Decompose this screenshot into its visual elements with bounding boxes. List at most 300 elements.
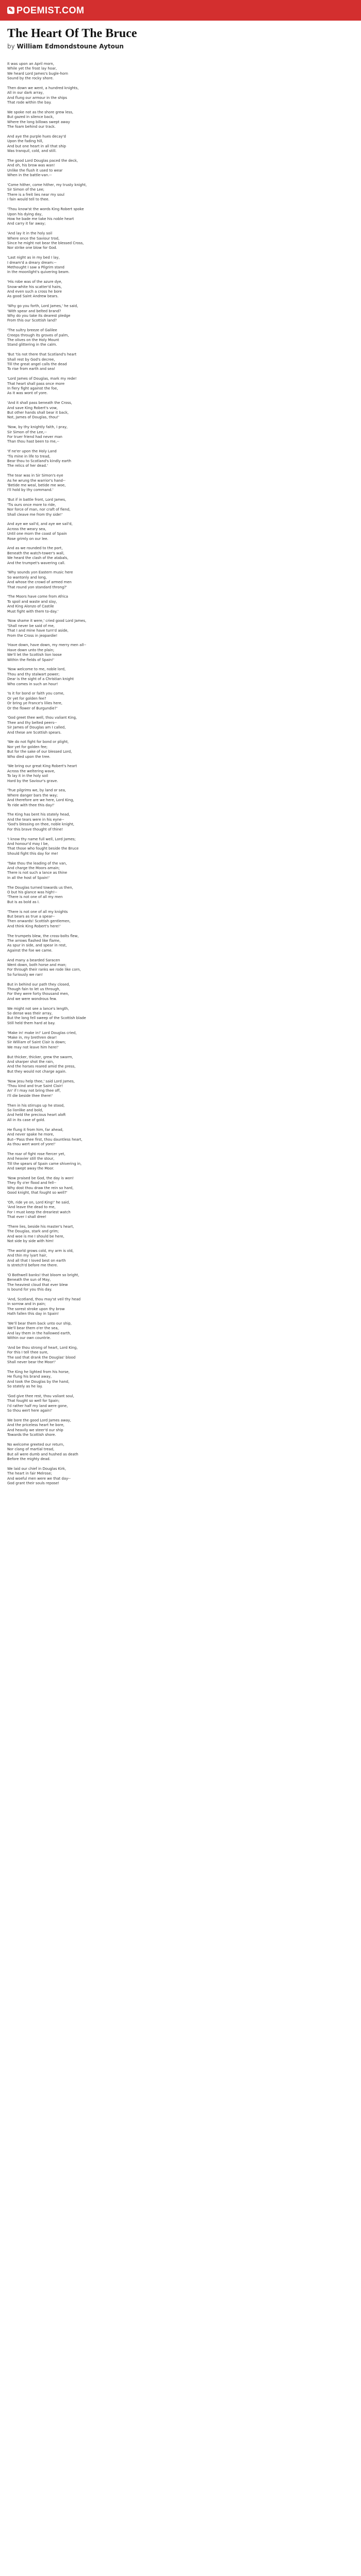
poem-line: All in our dark array, (7, 91, 44, 95)
poem-stanza (7, 1273, 354, 1293)
poem-line: Until one morn the coast of Spain (7, 532, 67, 536)
poem-line: 'There is not one of all my knights (7, 909, 68, 914)
poem-stanza (7, 1418, 354, 1438)
poem-line: 'Now, by thy knightly faith, I pray, (7, 425, 68, 430)
poem-stanza (7, 716, 354, 735)
poem-line: Sir James of Douglas am I called, (7, 725, 66, 730)
poem-line: The King he lighted from his horse, (7, 1369, 70, 1374)
poem-line: To spoil and waste and slay, (7, 599, 57, 604)
poem-stanza (7, 231, 354, 251)
poem-line: Dear is the sight of a Christian knight (7, 677, 74, 682)
poem-line: Beneath the watch-tower's wall, (7, 551, 64, 555)
poem-line: The arrows flashed like flame, (7, 938, 61, 943)
poem-line: In the moonlight's quivering beam. (7, 270, 70, 275)
poem-line: That fought so well for Spain; (7, 1399, 60, 1403)
poem-line: How he bade me take his noble heart (7, 216, 74, 221)
poem-stanza (7, 740, 354, 759)
poem-line: Good knight, that fought so well?' (7, 1190, 68, 1195)
poem-line: 'Lord James of Douglas, mark my rede! (7, 377, 77, 381)
poem-line: All in its case of gold. (7, 1117, 45, 1122)
poem-line: But other hands shall bear it back, (7, 411, 69, 415)
poem-line: Shall cleave me from thy side!' (7, 512, 63, 517)
poem-line: And even such a cross he bore (7, 289, 62, 294)
poem-line: As he wrung the warrior's hand-- (7, 478, 65, 483)
poem-line: That rode within the bay. (7, 100, 52, 105)
poem-line: The olives on the Holy Mount (7, 337, 59, 342)
poem-line: 'Why go you forth, Lord James,' he said, (7, 304, 78, 309)
poem-line: And these are Scottish spears. (7, 730, 62, 735)
poem-stanza (7, 1225, 354, 1244)
poem-stanza (7, 595, 354, 614)
poem-line: 'Now praised be God, the day is won! (7, 1176, 74, 1180)
poem-line: And flung our armour in the ships (7, 95, 67, 100)
poem-line: In sorrow and in pain; (7, 1302, 46, 1307)
poem-line: That I and mine have turn'd aside, (7, 629, 69, 633)
poem-stanza (7, 837, 354, 857)
poem-stanza (7, 256, 354, 275)
poem-line: And thin my lyart hair, (7, 1253, 47, 1258)
poem-line: 'The world grows cold, my arm is old, (7, 1248, 74, 1253)
poem-line: And oh, his brow was wan! (7, 163, 55, 168)
poem-line: 'O Bothwell banks! that bloom so bright, (7, 1273, 79, 1277)
poem-line: 'Why sounds yon Eastern music here (7, 570, 73, 575)
poem-line: And swept away the Moor. (7, 1166, 54, 1171)
poem-line: Towards the Scottish shore. (7, 1433, 56, 1437)
poem-line: And we were wondrous few. (7, 996, 57, 1001)
poem-stanza (7, 1467, 354, 1486)
poem-header (7, 27, 354, 50)
poem-line: And took the Douglas by the hand, (7, 1379, 70, 1384)
poem-line: Where the long billows swept away (7, 120, 70, 124)
poem-line: Shall rest by God's decree, (7, 357, 55, 362)
poem-line: 'There is not one of all my men (7, 895, 63, 900)
poem-line: We laid our chief in Douglas Kirk, (7, 1466, 67, 1471)
poem-stanza (7, 183, 354, 202)
poem-line: And heavily we steer'd our ship (7, 1428, 63, 1432)
poem-line: 'The sultry breeze of Galilee (7, 328, 57, 333)
poem-line: From this our Scottish land? (7, 318, 57, 323)
poem-stanza (7, 958, 354, 978)
poem-stanza (7, 425, 354, 445)
poem-line: And the tears were in his eyne-- (7, 817, 64, 822)
poem-stanza (7, 1200, 354, 1220)
poem-line: 'We'll bear them back unto our ship, (7, 1321, 72, 1326)
poem-line: 'And leave the dead to me, (7, 1205, 56, 1210)
poem-line: Why do you take its dearest pledge (7, 313, 71, 318)
poem-line: We bore the good Lord James away, (7, 1418, 71, 1422)
poem-stanza (7, 86, 354, 106)
poem-line: 'I know thy name full well, Lord James; (7, 837, 76, 841)
poem-stanza (7, 377, 354, 396)
poem-line: Or yet for golden fee? (7, 696, 46, 701)
poem-line: Then in his stirrups up he stood, (7, 1103, 65, 1108)
poem-line: But gazed in silence back, (7, 115, 54, 120)
poem-line: We heard the clash of the atabals, (7, 556, 69, 561)
poem-line: I dream'd a dreary dream:-- (7, 260, 57, 265)
poem-line: Who comes in such an hour! (7, 682, 58, 686)
poem-line: Hath fallen this day in Spain! (7, 1312, 59, 1316)
poem-line: From the Cross in jeopardie! (7, 633, 58, 638)
poem-stanza (7, 449, 354, 469)
poem-line: 'Tis mine in life to tread, (7, 454, 51, 459)
poem-line: Who died upon the tree. (7, 754, 51, 759)
poem-line: The foam behind our track. (7, 125, 56, 129)
poem-line: 'Now shame it were,' cried good Lord James, (7, 619, 87, 623)
poem-line: God grant their souls repose! (7, 1481, 60, 1486)
poem-line: He flung it from him, far ahead, (7, 1127, 63, 1132)
poem-stanza (7, 401, 354, 420)
poem-line: When in the battle-van.-- (7, 173, 52, 178)
poem-stanza (7, 1128, 354, 1147)
poem-line: That round yon standard throng?' (7, 585, 67, 589)
poem-line: And many a bearded Saracen (7, 958, 60, 962)
poem-line: 'And, Scotland, thou may'st veil thy head (7, 1297, 81, 1301)
poem-line: It was upon an April morn, (7, 62, 54, 66)
poem-line: For this brave thought of thine! (7, 827, 63, 832)
poem-line: But--'Pass thee first, thou dauntless heart, (7, 1137, 83, 1142)
poem-stanza (7, 280, 354, 299)
poem-line: Sir Simon of the Lee; (7, 188, 44, 192)
poem-line: To ride with thee this day!' (7, 803, 55, 807)
poem-stanza (7, 1249, 354, 1268)
poem-line: 'If ne'er upon the Holy Land (7, 449, 57, 454)
poem-line: And never spake he more, (7, 1132, 54, 1137)
poem-line: But all were dumb and hushed as death (7, 1452, 78, 1456)
poem-line: And therefore are we here, Lord King, (7, 798, 74, 803)
poem-line: 'Shall never be said of me, (7, 623, 55, 628)
poem-line: We may not leave him here!' (7, 1045, 59, 1049)
poem-line: That ever I shall dree! (7, 1214, 46, 1219)
poem-stanza (7, 691, 354, 711)
poem-stanza (7, 62, 354, 81)
poem-line: Upon his dying day, (7, 212, 43, 216)
poem-line: So lionlike and bold, (7, 1108, 43, 1113)
poem-line: But bears as true a spear-- (7, 914, 55, 919)
poem-line: To lay it in the holy soil (7, 774, 48, 778)
poem-stanza (7, 110, 354, 130)
poem-line: 'Make in, my brethren dear! (7, 1036, 57, 1040)
poem-line: Beneath the sun of May, (7, 1278, 51, 1282)
poem-line: 'Is it for bond or faith you come, (7, 691, 64, 696)
poem-stanza (7, 546, 354, 566)
poem-stanza (7, 1079, 354, 1099)
poem-line: Across the weary sea, (7, 527, 46, 531)
poem-line: But thicker, thicker, grew the swarm, (7, 1055, 73, 1059)
poem-line: Within the fields of Spain!' (7, 657, 55, 662)
poem-stanza (7, 207, 354, 227)
poem-stanza (7, 1394, 354, 1414)
poem-line: 'God's blessing on thee, noble knight, (7, 822, 74, 827)
poem-line: The roar of fight rose fiercer yet, (7, 1151, 65, 1156)
poem-line: And as we rounded to the port, (7, 546, 63, 551)
poem-line: We might not see a lance's length, (7, 1006, 69, 1011)
poem-line: Creeps through its groves of palm, (7, 333, 69, 337)
poem-line: So dense was their array, (7, 1011, 53, 1016)
poem-line: For this I tell thee sure, (7, 1350, 48, 1355)
poemist-logo-icon: ✎ (7, 7, 14, 14)
poem-line: And all that I loved best on earth (7, 1258, 66, 1263)
poem-line: Why dost thou draw the rein so hard, (7, 1185, 74, 1190)
poem-line: For I must keep the dreariest watch (7, 1210, 71, 1214)
poem-line: 'Thou know'st the words King Robert spoke (7, 207, 84, 212)
poem-line: 'Betide me weal, betide me woe, (7, 483, 66, 488)
poem-line: That heart shall pass once more (7, 381, 65, 386)
poem-line: So thou wert here again!' (7, 1409, 53, 1413)
poem-line: So stately as he lay. (7, 1384, 43, 1389)
poem-line: The heaviest cloud that ever blew (7, 1282, 68, 1287)
poem-line: And charge the Moors amain; (7, 866, 60, 870)
poem-line: Thou and thy stalwart power; (7, 672, 60, 676)
poem-line: Where danger bars the way; (7, 793, 58, 798)
poem-stanza (7, 1370, 354, 1389)
poem-stanza (7, 1297, 354, 1317)
poem-line: In fiery fight against the foe, (7, 386, 58, 391)
poem-line: 'There lies, beside his master's heart, (7, 1224, 74, 1229)
poem-line: Across the weltering wave, (7, 769, 55, 773)
poem-line: And the horses reared amid the press, (7, 1064, 76, 1069)
poem-line: Before the mighty dead. (7, 1457, 51, 1462)
poem-line: 'And lay it in the holy soil (7, 231, 53, 236)
poem-line: 'Oh, ride ye on, Lord King!' he said, (7, 1200, 70, 1205)
poem-line: O but his glance was high!-- (7, 890, 57, 894)
poem-line: I'll hold by thy command.' (7, 488, 54, 493)
poem-line: As it was wont of yore. (7, 391, 48, 396)
poem-line: The sod that drank the Douglas' blood (7, 1355, 76, 1360)
poem-line: Then onwards! Scottish gentlemen, (7, 919, 71, 924)
poem-line: We'll let the Scottish lion loose (7, 653, 62, 657)
poem-line: 'We do not fight for bond or plight, (7, 740, 69, 744)
poem-line: Against the foe we came. (7, 948, 53, 953)
poem-line: And the trumpet's wavering call. (7, 561, 65, 565)
poem-line: Shall never bear the Moor!' (7, 1360, 56, 1365)
poem-line: Sir William of Saint Clair is down; (7, 1040, 66, 1045)
poem-stanza (7, 1104, 354, 1123)
poem-line: But is as bold as I. (7, 900, 40, 904)
poem-line: 'But 'tis not there that Scotland's heart (7, 352, 77, 357)
poem-line: As spur in side, and spear in rest, (7, 943, 67, 948)
poem-stanza (7, 473, 354, 493)
poem-line: And aye the purple hues decay'd (7, 134, 66, 139)
poem-line: 'And be thou strong of heart, Lord King, (7, 1345, 78, 1350)
poem-stanza (7, 886, 354, 905)
poem-line: Snow-white his scatter'd hairs, (7, 284, 62, 289)
poem-line: As good Saint Andrew bears. (7, 294, 59, 299)
poem-line: 'And it shall pass beneath the Cross, (7, 401, 72, 405)
poem-line: 'God greet thee well, thou valiant King, (7, 716, 77, 720)
poem-line: Bear thou to Scotland's kindly earth (7, 459, 71, 464)
poem-stanza (7, 788, 354, 808)
poem-stanza (7, 522, 354, 541)
poem-stanza (7, 1321, 354, 1341)
poem-line: As thou wert wont of yore!' (7, 1142, 56, 1146)
poem-stanza (7, 1055, 354, 1075)
top-bar (0, 0, 361, 21)
poem-line: The Douglas turned towards us then, (7, 885, 73, 890)
poem-line: And sharper shot the rain, (7, 1060, 54, 1064)
poem-line: 'Make in! make in!' Lord Douglas cried, (7, 1030, 77, 1035)
poem-line: Not side by side with him! (7, 1239, 54, 1243)
poem-line: And held the precious heart aloft (7, 1113, 66, 1117)
poem-line: Then down we went, a hundred knights, (7, 86, 79, 91)
poem-line: Went down, both horse and man; (7, 962, 67, 967)
poem-stanza (7, 812, 354, 832)
poem-stanza (7, 1031, 354, 1050)
poem-title: The Heart Of The Bruce (7, 27, 137, 40)
poem-line: Hard by the Saviour's grave. (7, 778, 58, 783)
poem-stanza (7, 764, 354, 784)
poem-line: Sound by the rocky shore. (7, 76, 54, 81)
poem-line: Is stretch'd before me there. (7, 1263, 58, 1267)
poem-line: Till the spears of Spain came shivering in, (7, 1161, 82, 1166)
poem-line: The trumpets blew, the cross-bolts flew, (7, 934, 79, 938)
poem-line: An' if I may not bring thee off, (7, 1089, 61, 1093)
poem-line: And but one heart in all that ship (7, 144, 66, 148)
poem-line: And lay them in the hallowed earth, (7, 1331, 71, 1335)
poem-stanza (7, 1152, 354, 1172)
poem-line: Since he might not bear the blessed Cross, (7, 241, 84, 245)
poem-line: While yet the frost lay hoar, (7, 66, 57, 71)
poem-line: 'God give thee rest, thou valiant soul, (7, 1394, 74, 1398)
poem-line: And whose the crowd of armed men (7, 580, 72, 585)
poem-line: So wantonly and long, (7, 575, 47, 580)
poem-line: To rise from earth and sea! (7, 367, 55, 371)
poem-body (7, 62, 354, 2576)
poem-stanza (7, 1176, 354, 1196)
poem-line: 'Come hither, come hither, my trusty knight, (7, 183, 87, 188)
poem-stanza (7, 619, 354, 638)
poem-line: Sir Simon of the Lee,-- (7, 430, 47, 434)
poem-line: The heart in fair Melrose; (7, 1471, 52, 1476)
poem-line: And think King Robert's here!' (7, 924, 61, 928)
poem-line: The good Lord Douglas paced the deck, (7, 159, 78, 163)
poem-line: We heard Lord James's bugle-horn (7, 71, 69, 76)
poem-line: Nor clang of martial tread, (7, 1447, 55, 1452)
poem-line: 'His robe was of the azure dye, (7, 280, 62, 284)
poem-line: The sorest stroke upon thy brow (7, 1307, 65, 1311)
poem-line: But they would not charge again. (7, 1069, 67, 1074)
poem-line: No welcome greeted our return, (7, 1442, 64, 1447)
poem-line: Or bring ye France's lilies here, (7, 701, 62, 706)
poem-line: Rose grimly on our lee. (7, 536, 48, 541)
poem-line: 'Now Jesu help thee,' said Lord James, (7, 1079, 75, 1083)
poem-stanza (7, 1443, 354, 1462)
poem-line: For truer friend had never man (7, 435, 62, 439)
poem-line: Than thou hast been to me,-- (7, 439, 59, 444)
poem-line: Nor yet for golden fee; (7, 744, 48, 749)
poem-line: 'Have down, have down, my merry men all-- (7, 643, 87, 648)
poem-line: But the long fell sweep of the Scottish blade (7, 1016, 86, 1021)
poem-stanza (7, 861, 354, 881)
poem-line: They fly o'er flood and fell-- (7, 1181, 57, 1185)
poem-line: Where once the Saviour trod, (7, 236, 60, 241)
poem-stanza (7, 643, 354, 663)
poem-stanza (7, 667, 354, 687)
poem-line: Upon the fading hill, (7, 139, 43, 144)
poem-stanza (7, 1346, 354, 1365)
poem-stanza (7, 159, 354, 178)
poem-line: There is a freit lies near my soul (7, 192, 64, 197)
poem-stanza (7, 304, 354, 324)
poem-line: 'True pilgrims we, by land or sea, (7, 788, 66, 793)
poem-line: Not, James of Douglas, thou!' (7, 415, 59, 420)
site-logo[interactable] (7, 5, 85, 16)
poem-line: Thee and thy belted peers-- (7, 720, 57, 725)
poem-line: The Douglas, stark and grim; (7, 1229, 59, 1234)
poem-line: 'But if in battle front, Lord James, (7, 498, 67, 502)
poem-stanza (7, 1007, 354, 1026)
poem-line: Have down unto the plain; (7, 648, 55, 652)
poem-line: And the priceless heart he bore, (7, 1423, 64, 1428)
poem-stanza (7, 328, 354, 348)
poem-line: And King Alonzo of Castile (7, 604, 54, 609)
poem-line: 'Tis ours once more to ride, (7, 502, 56, 507)
poem-line: Within our own countrie. (7, 1336, 51, 1341)
poem-line: And heavier still the stour, (7, 1157, 55, 1161)
poem-line: And aye we sail'd, and aye we sail'd, (7, 522, 73, 527)
poem-line: Or the flower of Burgundie?' (7, 706, 58, 710)
site-logo-text: POEMIST.COM (17, 5, 85, 15)
by-label: by (7, 43, 15, 50)
poem-line: For through their ranks we rode like corn, (7, 968, 81, 972)
poem-stanza (7, 498, 354, 517)
poem-stanza (7, 910, 354, 929)
poem-line: He flung his brand away, (7, 1375, 52, 1379)
poem-line: Methought I saw a Pilgrim stand (7, 265, 64, 269)
poem-line: That those who fought beside the Bruce (7, 846, 79, 851)
poem-line: Unlike the flush it used to wear (7, 168, 63, 173)
poem-line: There is not such a lance as thine (7, 871, 68, 875)
poem-line: We'll bear them o'er the sea, (7, 1326, 59, 1331)
poem-line: 'With spear and belted brand? (7, 309, 61, 313)
poem-stanza (7, 134, 354, 154)
poem-line: For they were forty thousand men, (7, 992, 69, 996)
poem-line: The relics of her dead.' (7, 464, 48, 468)
poem-line: So furiously we ran! (7, 972, 43, 977)
poem-stanza (7, 982, 354, 1002)
poem-line: We spoke not as the shore grew less, (7, 110, 74, 115)
poem-line: And woe is me I should be here, (7, 1234, 64, 1239)
poem-line: And honour'd may I be, (7, 841, 49, 846)
poem-line: Still held them hard at bay. (7, 1021, 56, 1025)
poem-line: The King has bent his stately head, (7, 812, 70, 817)
poem-stanza (7, 934, 354, 954)
poem-line: I'll die beside thee there!' (7, 1093, 53, 1098)
poem-line: 'Last night as in my bed I lay, (7, 256, 60, 260)
poem-line: And save King Robert's vow, (7, 405, 58, 410)
poem-byline (7, 43, 354, 50)
author-name[interactable]: William Edmondstoune Aytoun (17, 43, 124, 50)
poem-line: I'd rather half my land were gone, (7, 1403, 68, 1408)
poem-line: 'Take thou the leading of the van, (7, 861, 67, 866)
poem-line: And woeful men were we that day-- (7, 1476, 71, 1481)
poem-line: Must fight with them to-day.' (7, 609, 59, 614)
poem-line: But in behind our path they closed, (7, 982, 70, 987)
poem-line: 'Now welcome to me, noble lord, (7, 667, 66, 672)
poem-line: I fain would tell to thee. (7, 197, 50, 202)
poem-stanza (7, 352, 354, 372)
poem-line: Nor strike one blow for God. (7, 246, 57, 250)
poem-line: Should fight this day for me! (7, 851, 58, 856)
poem-line: Was tranquil, cold, and still. (7, 149, 57, 154)
poem-line: The tear was in Sir Simon's eye (7, 473, 63, 478)
poem-stanza (7, 570, 354, 590)
poem-line: Stand glittering in the calm. (7, 343, 57, 347)
poem-line: But for the sake of our blessed Lord, (7, 750, 72, 754)
poem-line: And carry it far away; (7, 222, 46, 226)
poem-line: Till the great angel calls the dead (7, 362, 67, 366)
poem-line: Is bound for you this day. (7, 1287, 52, 1292)
poem-line: 'We bring our great King Robert's heart (7, 764, 77, 769)
